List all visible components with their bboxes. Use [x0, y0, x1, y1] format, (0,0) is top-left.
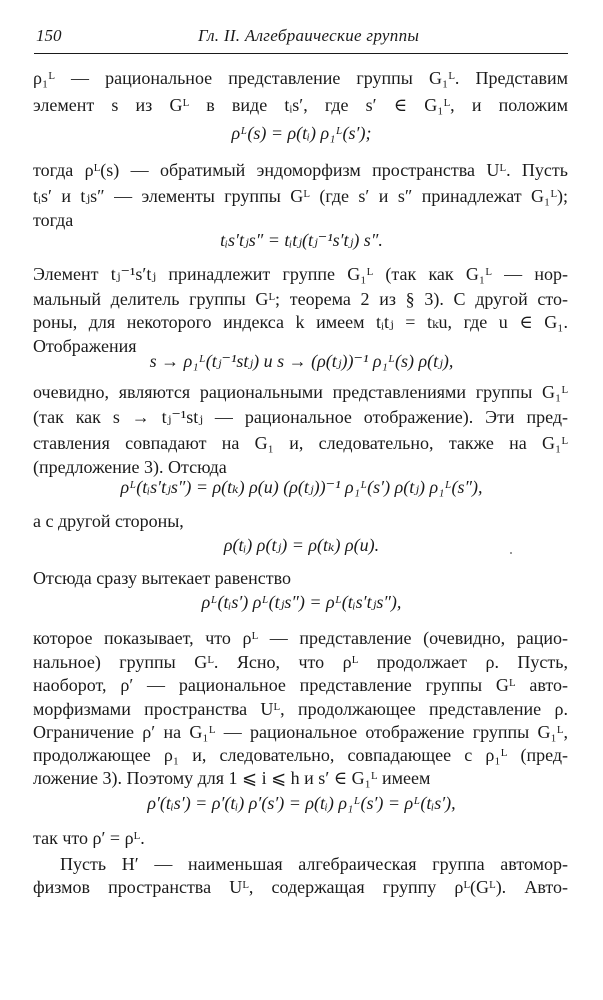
- equation: ρᴸ(s) = ρ(tᵢ) ρ₁ᴸ(s′);: [231, 123, 372, 143]
- text-line: tᵢs′ и tⱼs″ — элементы группы Gᴸ (где s′ и s″ принадлежат G₁ᴸ);: [33, 186, 568, 206]
- print-speck: [510, 552, 512, 554]
- page-header: [36, 26, 568, 54]
- text-line: (так как s → tⱼ⁻¹stⱼ — рациональное отображение). Эти пред-: [33, 407, 568, 427]
- equation: ρ′(tᵢs′) = ρ′(tᵢ) ρ′(s′) = ρ(tᵢ) ρ₁ᴸ(s′) = ρᴸ(tᵢs′),: [147, 793, 456, 813]
- text-line: мальный делитель группы Gᴸ; теорема 2 из § 3). С другой сто-: [33, 289, 568, 309]
- text-line: ложение 3). Поэтому для 1 ⩽ i ⩽ h и s′ ∈ G₁ᴸ имеем: [33, 768, 431, 788]
- page-number: 150: [36, 26, 62, 45]
- header-rule: [34, 53, 568, 54]
- text-line: так что ρ′ = ρᴸ.: [33, 828, 145, 848]
- text-line: очевидно, являются рациональными представлениями группы G₁ᴸ: [33, 382, 568, 402]
- text-line: нальное) группы Gᴸ. Ясно, что ρᴸ продолжает ρ. Пусть,: [33, 652, 568, 672]
- text-line: физмов пространства Uᴸ, содержащая группу ρᴸ(Gᴸ). Авто-: [33, 877, 568, 897]
- equation: ρᴸ(tᵢs′) ρᴸ(tⱼs″) = ρᴸ(tᵢs′tⱼs″),: [201, 592, 402, 612]
- text-line: ставления совпадают на G₁ и, следовательно, также на G₁ᴸ: [33, 433, 568, 453]
- text-line: (предложение 3). Отсюда: [33, 457, 227, 477]
- equation: ρᴸ(tᵢs′tⱼs″) = ρ(tₖ) ρ(u) (ρ(tⱼ))⁻¹ ρ₁ᴸ(s′) ρ(tⱼ) ρ₁ᴸ(s″),: [120, 477, 483, 497]
- text-line: ρ₁ᴸ — рациональное представление группы G₁ᴸ. Представим: [33, 68, 568, 88]
- equation: ρ(tᵢ) ρ(tⱼ) = ρ(tₖ) ρ(u).: [223, 535, 380, 555]
- text-line: продолжающее ρ₁ и, следовательно, совпадающее с ρ₁ᴸ (пред-: [33, 745, 568, 765]
- text-line: тогда ρᴸ(s) — обратимый эндоморфизм пространства Uᴸ. Пусть: [33, 160, 568, 180]
- text-line: Отсюда сразу вытекает равенство: [33, 568, 291, 588]
- text-line: которое показывает, что ρᴸ — представление (очевидно, рацио-: [33, 628, 568, 648]
- text-line: Отображения: [33, 336, 137, 356]
- text-line: Пусть H′ — наименьшая алгебраическая группа автомор-: [60, 854, 568, 874]
- running-head: Гл. II. Алгебраические группы: [198, 26, 420, 45]
- text-line: а с другой стороны,: [33, 511, 184, 531]
- text-line: тогда: [33, 210, 74, 230]
- text-line: Ограничение ρ′ на G₁ᴸ — рациональное отображение группы G₁ᴸ,: [33, 722, 568, 742]
- text-line: роны, для некоторого индекса k имеем tᵢtⱼ = tₖu, где u ∈ G₁.: [33, 312, 568, 332]
- equation: tᵢs′tⱼs″ = tᵢtⱼ(tⱼ⁻¹s′tⱼ) s″.: [220, 230, 383, 250]
- text-line: морфизмами пространства Uᴸ, продолжающее представление ρ.: [33, 699, 568, 719]
- equation: s → ρ₁ᴸ(tⱼ⁻¹stⱼ) и s → (ρ(tⱼ))⁻¹ ρ₁ᴸ(s) ρ(tⱼ),: [149, 351, 454, 371]
- text-line: элемент s из Gᴸ в виде tᵢs′, где s′ ∈ G₁ᴸ, и положим: [33, 95, 568, 115]
- text-line: Элемент tⱼ⁻¹s′tⱼ принадлежит группе G₁ᴸ (так как G₁ᴸ — нор-: [33, 264, 568, 284]
- text-line: наоборот, ρ′ — рациональное представление группы Gᴸ авто-: [33, 675, 568, 695]
